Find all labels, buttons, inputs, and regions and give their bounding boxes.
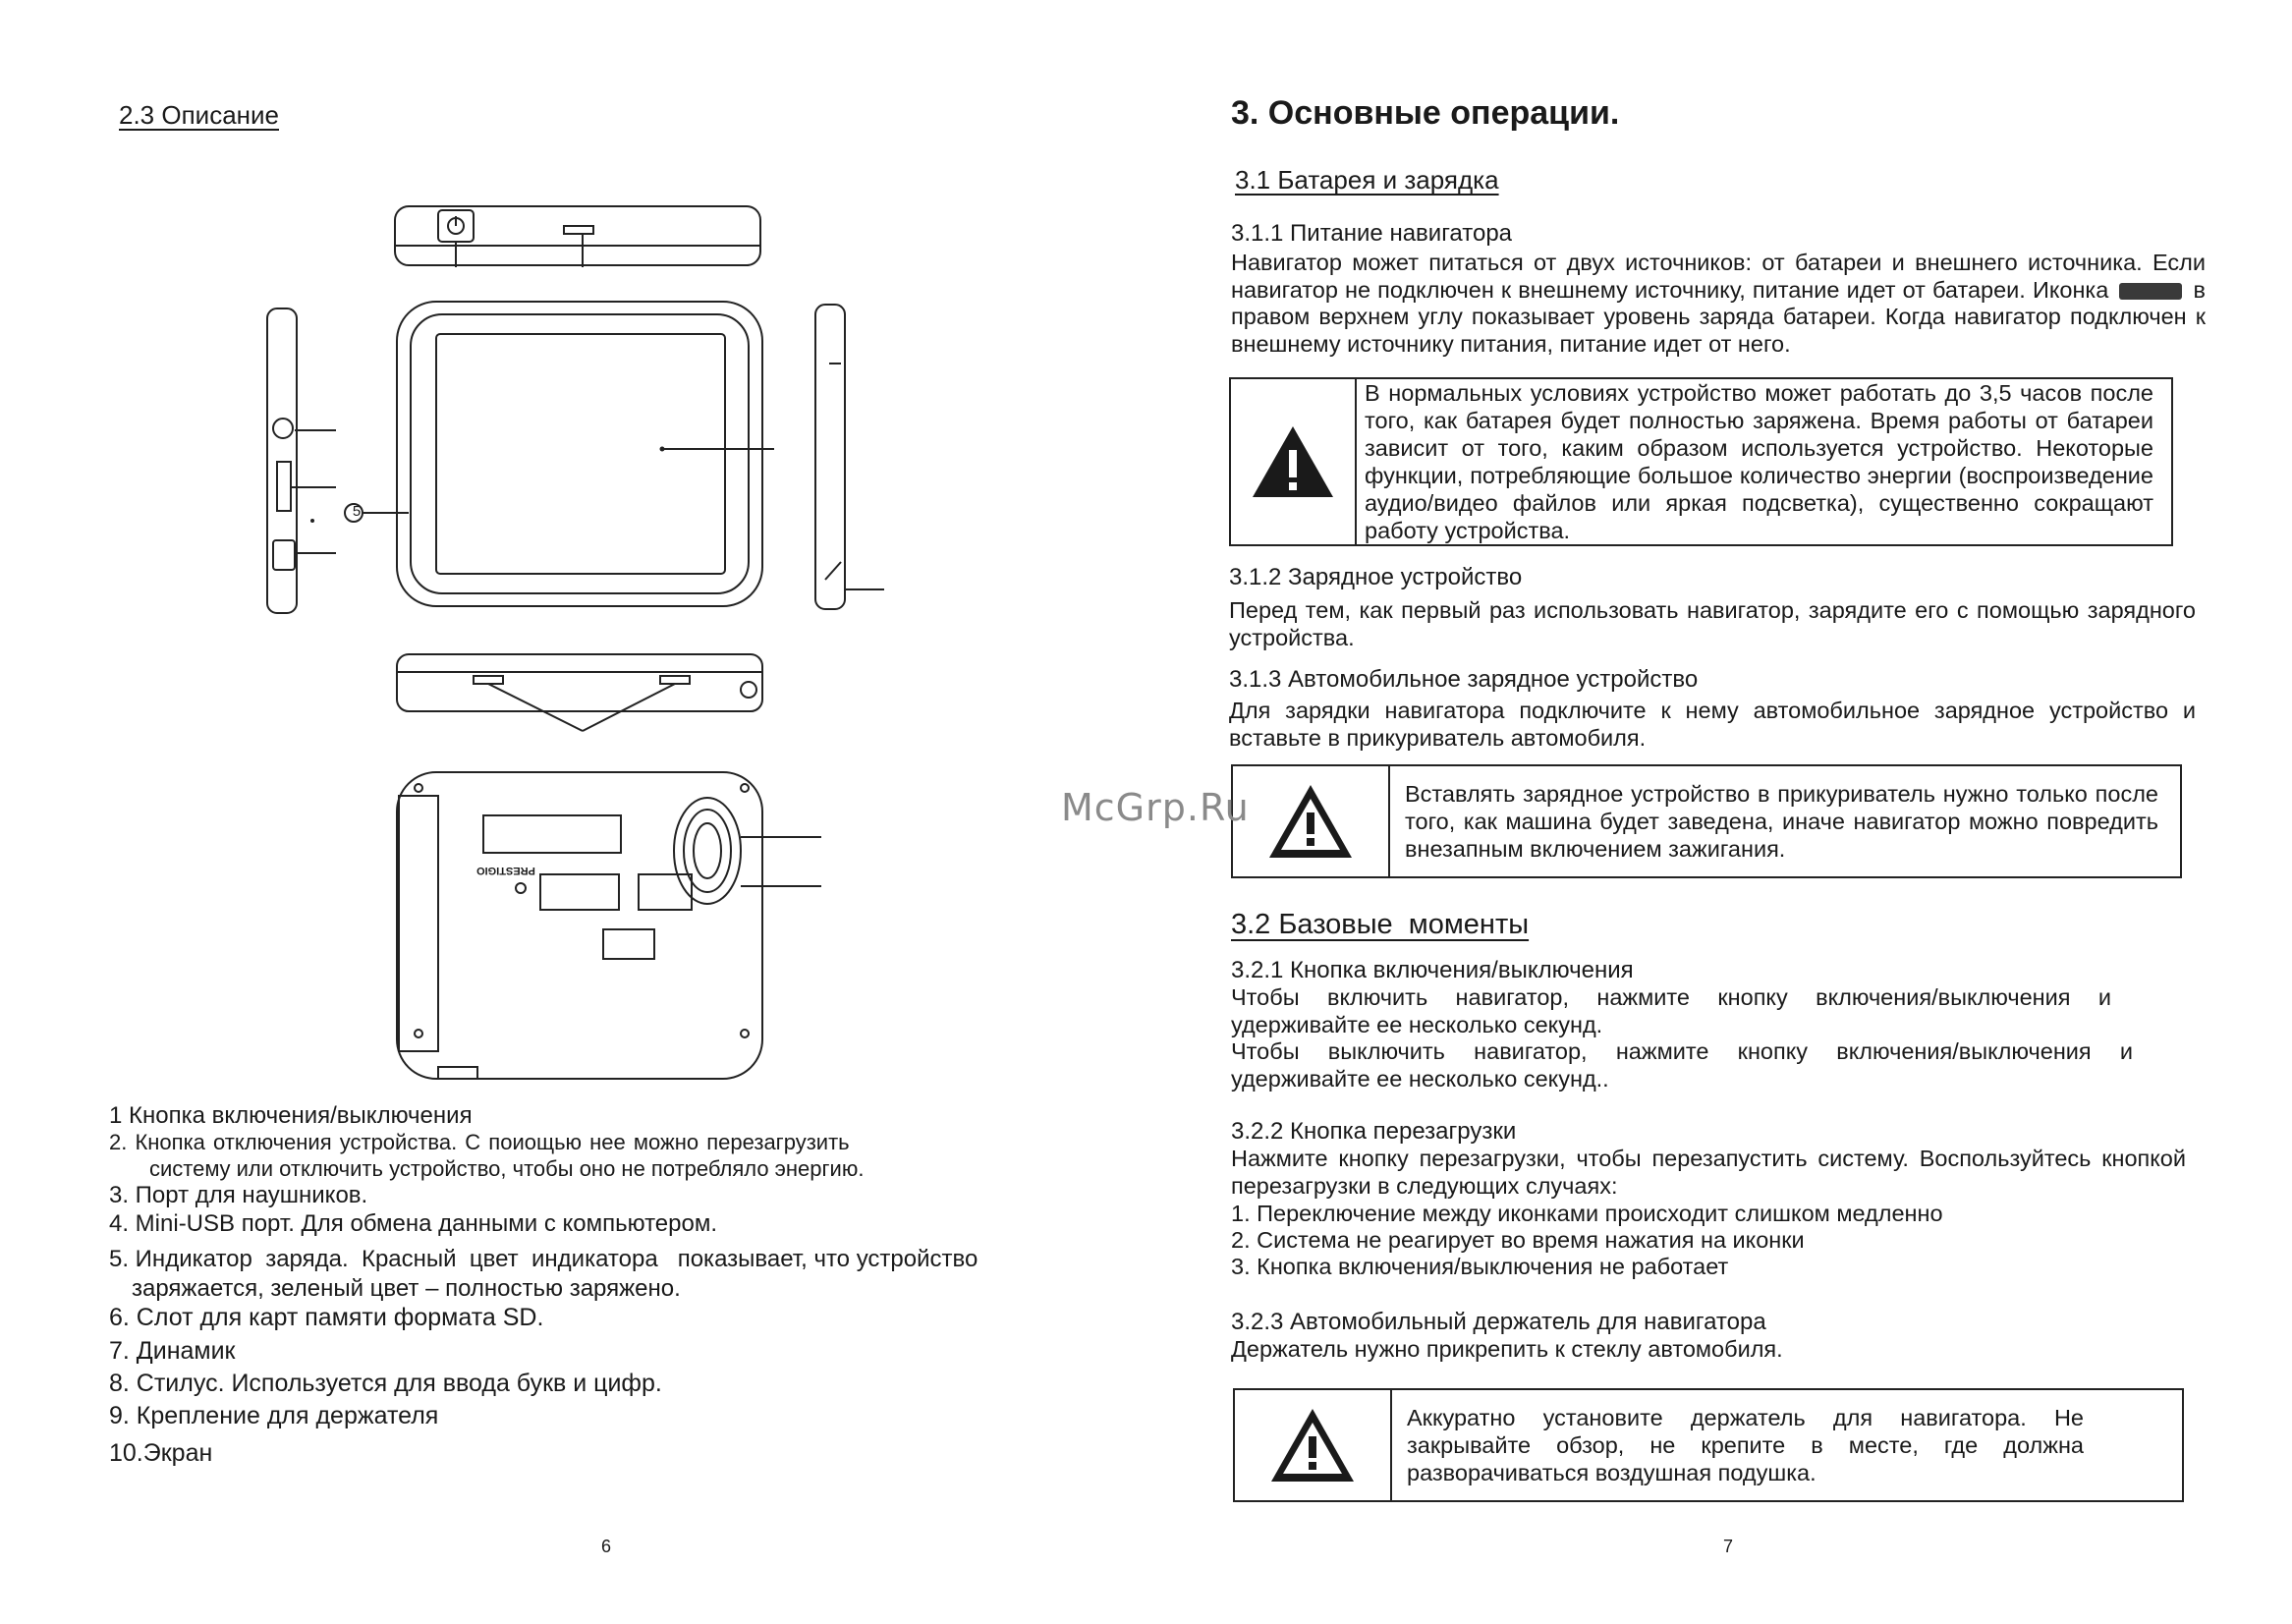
main-title: 3. Основные операции. bbox=[1231, 94, 1620, 132]
section-3-1-1-text-a: Навигатор может питаться от двух источников: от батареи и внешнего источника. Если навигатор не подключен к внешнему источнику, питание идет от батареи. Иконка bbox=[1231, 250, 2206, 303]
warning-box-holder bbox=[1233, 1388, 2184, 1502]
section-3-2-2-title: 3.2.2 Кнопка перезагрузки bbox=[1231, 1118, 1517, 1145]
warning-icon-cell bbox=[1231, 379, 1357, 544]
section-3-1-title: 3.1 Батарея и зарядка bbox=[1235, 165, 1499, 195]
section-3-2-1-text-off: Чтобы выключить навигатор, нажмите кнопку включения/выключения и удерживайте ее несколько секунд.. bbox=[1231, 1038, 2133, 1092]
section-3-2-1-text-on: Чтобы включить навигатор, нажмите кнопку включения/выключения и удерживайте ее несколько секунд. bbox=[1231, 984, 2111, 1037]
section-3-2-2-list-2: 2. Система не реагирует во время нажатия на иконки bbox=[1231, 1227, 1805, 1253]
legend-item-5-cont: заряжается, зеленый цвет – полностью заряжено. bbox=[132, 1275, 681, 1302]
device-bottom-view bbox=[397, 654, 762, 731]
warning-filled-icon bbox=[1249, 422, 1337, 501]
device-left-side-view bbox=[267, 308, 336, 613]
warning-outline-icon bbox=[1265, 781, 1356, 862]
device-right-side-view bbox=[815, 305, 884, 609]
device-front-view bbox=[345, 302, 774, 606]
callout-number: 5 bbox=[352, 503, 362, 520]
left-section-title: 2.3 Описание bbox=[119, 100, 279, 130]
section-3-2-2-list-3: 3. Кнопка включения/выключения не работает bbox=[1231, 1254, 1729, 1279]
section-3-1-1-text bbox=[1231, 250, 2206, 358]
device-top-view bbox=[395, 206, 760, 267]
legend-item-1: 1 Кнопка включения/выключения bbox=[109, 1102, 473, 1129]
warning-icon-cell bbox=[1235, 1390, 1392, 1500]
section-3-1-2-text: Перед тем, как первый раз использовать навигатор, зарядите его с помощью зарядного устройства. bbox=[1229, 597, 2196, 650]
section-3-2-title: 3.2 Базовые моменты bbox=[1231, 909, 1530, 940]
section-3-2-2-text: Нажмите кнопку перезагрузки, чтобы перезапустить систему. Воспользуйтесь кнопкой перезагрузки в следующих случаях: bbox=[1231, 1146, 2186, 1199]
section-3-2-1-title: 3.2.1 Кнопка включения/выключения bbox=[1231, 957, 1634, 983]
warning-box-car-charger bbox=[1231, 764, 2182, 878]
section-3-1-1-text-b: в правом верхнем углу показывает уровень заряда батареи. Когда навигатор подключен к внешнему источнику питания, питание идет от него. bbox=[1231, 276, 2206, 357]
left-page-number: 6 bbox=[601, 1537, 612, 1556]
legend-item-9: 9. Крепление для держателя bbox=[109, 1402, 439, 1429]
section-3-2-2-list-1: 1. Переключение между иконками происходит слишком медленно bbox=[1231, 1201, 1943, 1226]
device-back-view bbox=[397, 772, 821, 1079]
legend-item-8: 8. Стилус. Используется для ввода букв и цифр. bbox=[109, 1370, 662, 1397]
warning-text-battery: В нормальных условиях устройство может работать до 3,5 часов после того, как батарея будет полностью заряжена. Время работы от батареи зависит от того, каким образом используется устройство. Некоторые функции, потребляющие большое количество энергии (воспроизведение аудио/видео файлов или яркая подсветка), существенно сокращают работу устройства. bbox=[1365, 380, 2153, 543]
section-3-2-3-text: Держатель нужно прикрепить к стеклу автомобиля. bbox=[1231, 1336, 1783, 1362]
device-brand: PRESTIGIO bbox=[476, 865, 535, 876]
warning-outline-icon bbox=[1267, 1405, 1358, 1485]
warning-box-battery bbox=[1229, 377, 2173, 546]
legend-item-2: 2. Кнопка отключения устройства. С поиощью нее можно перезагрузить bbox=[109, 1130, 850, 1154]
warning-icon-cell bbox=[1233, 766, 1390, 876]
warning-text-car-charger: Вставлять зарядное устройство в прикуриватель нужно только после того, как машина будет заведена, иначе навигатор можно повредить внезапным включением зажигания. bbox=[1405, 781, 2158, 862]
legend-item-4: 4. Mini-USB порт. Для обмена данными с компьютером. bbox=[109, 1210, 718, 1237]
battery-icon bbox=[2119, 283, 2182, 300]
section-3-2-3-title: 3.2.3 Автомобильный держатель для навигатора bbox=[1231, 1309, 1766, 1335]
right-page-number: 7 bbox=[1723, 1537, 1734, 1556]
legend-item-2-cont: системy или отключить устройство, чтобы оно не потребляло энергию. bbox=[149, 1156, 865, 1181]
section-3-1-3-title: 3.1.3 Автомобильное зарядное устройство bbox=[1229, 666, 1699, 693]
legend-item-7: 7. Динамик bbox=[109, 1337, 236, 1365]
legend-item-6: 6. Слот для карт памяти формата SD. bbox=[109, 1304, 544, 1331]
legend-item-3: 3. Порт для наушников. bbox=[109, 1182, 368, 1208]
warning-text-holder: Аккуратно установите держатель для навигатора. Не закрывайте обзор, не крепите в месте, где должна разворачиваться воздушная подушка. bbox=[1407, 1405, 2084, 1485]
device-diagram bbox=[255, 187, 884, 1091]
legend-item-5: 5. Индикатор заряда. Красный цвет индикатора показывает, что устройство bbox=[109, 1246, 978, 1272]
section-3-1-1-title: 3.1.1 Питание навигатора bbox=[1231, 220, 1513, 247]
section-3-1-3-text: Для зарядки навигатора подключите к нему автомобильное зарядное устройство и вставьте в прикуриватель автомобиля. bbox=[1229, 698, 2196, 751]
section-3-1-2-title: 3.1.2 Зарядное устройство bbox=[1229, 564, 1523, 590]
watermark: McGrp.Ru bbox=[1061, 786, 1250, 829]
legend-item-10: 10.Экран bbox=[109, 1439, 213, 1467]
